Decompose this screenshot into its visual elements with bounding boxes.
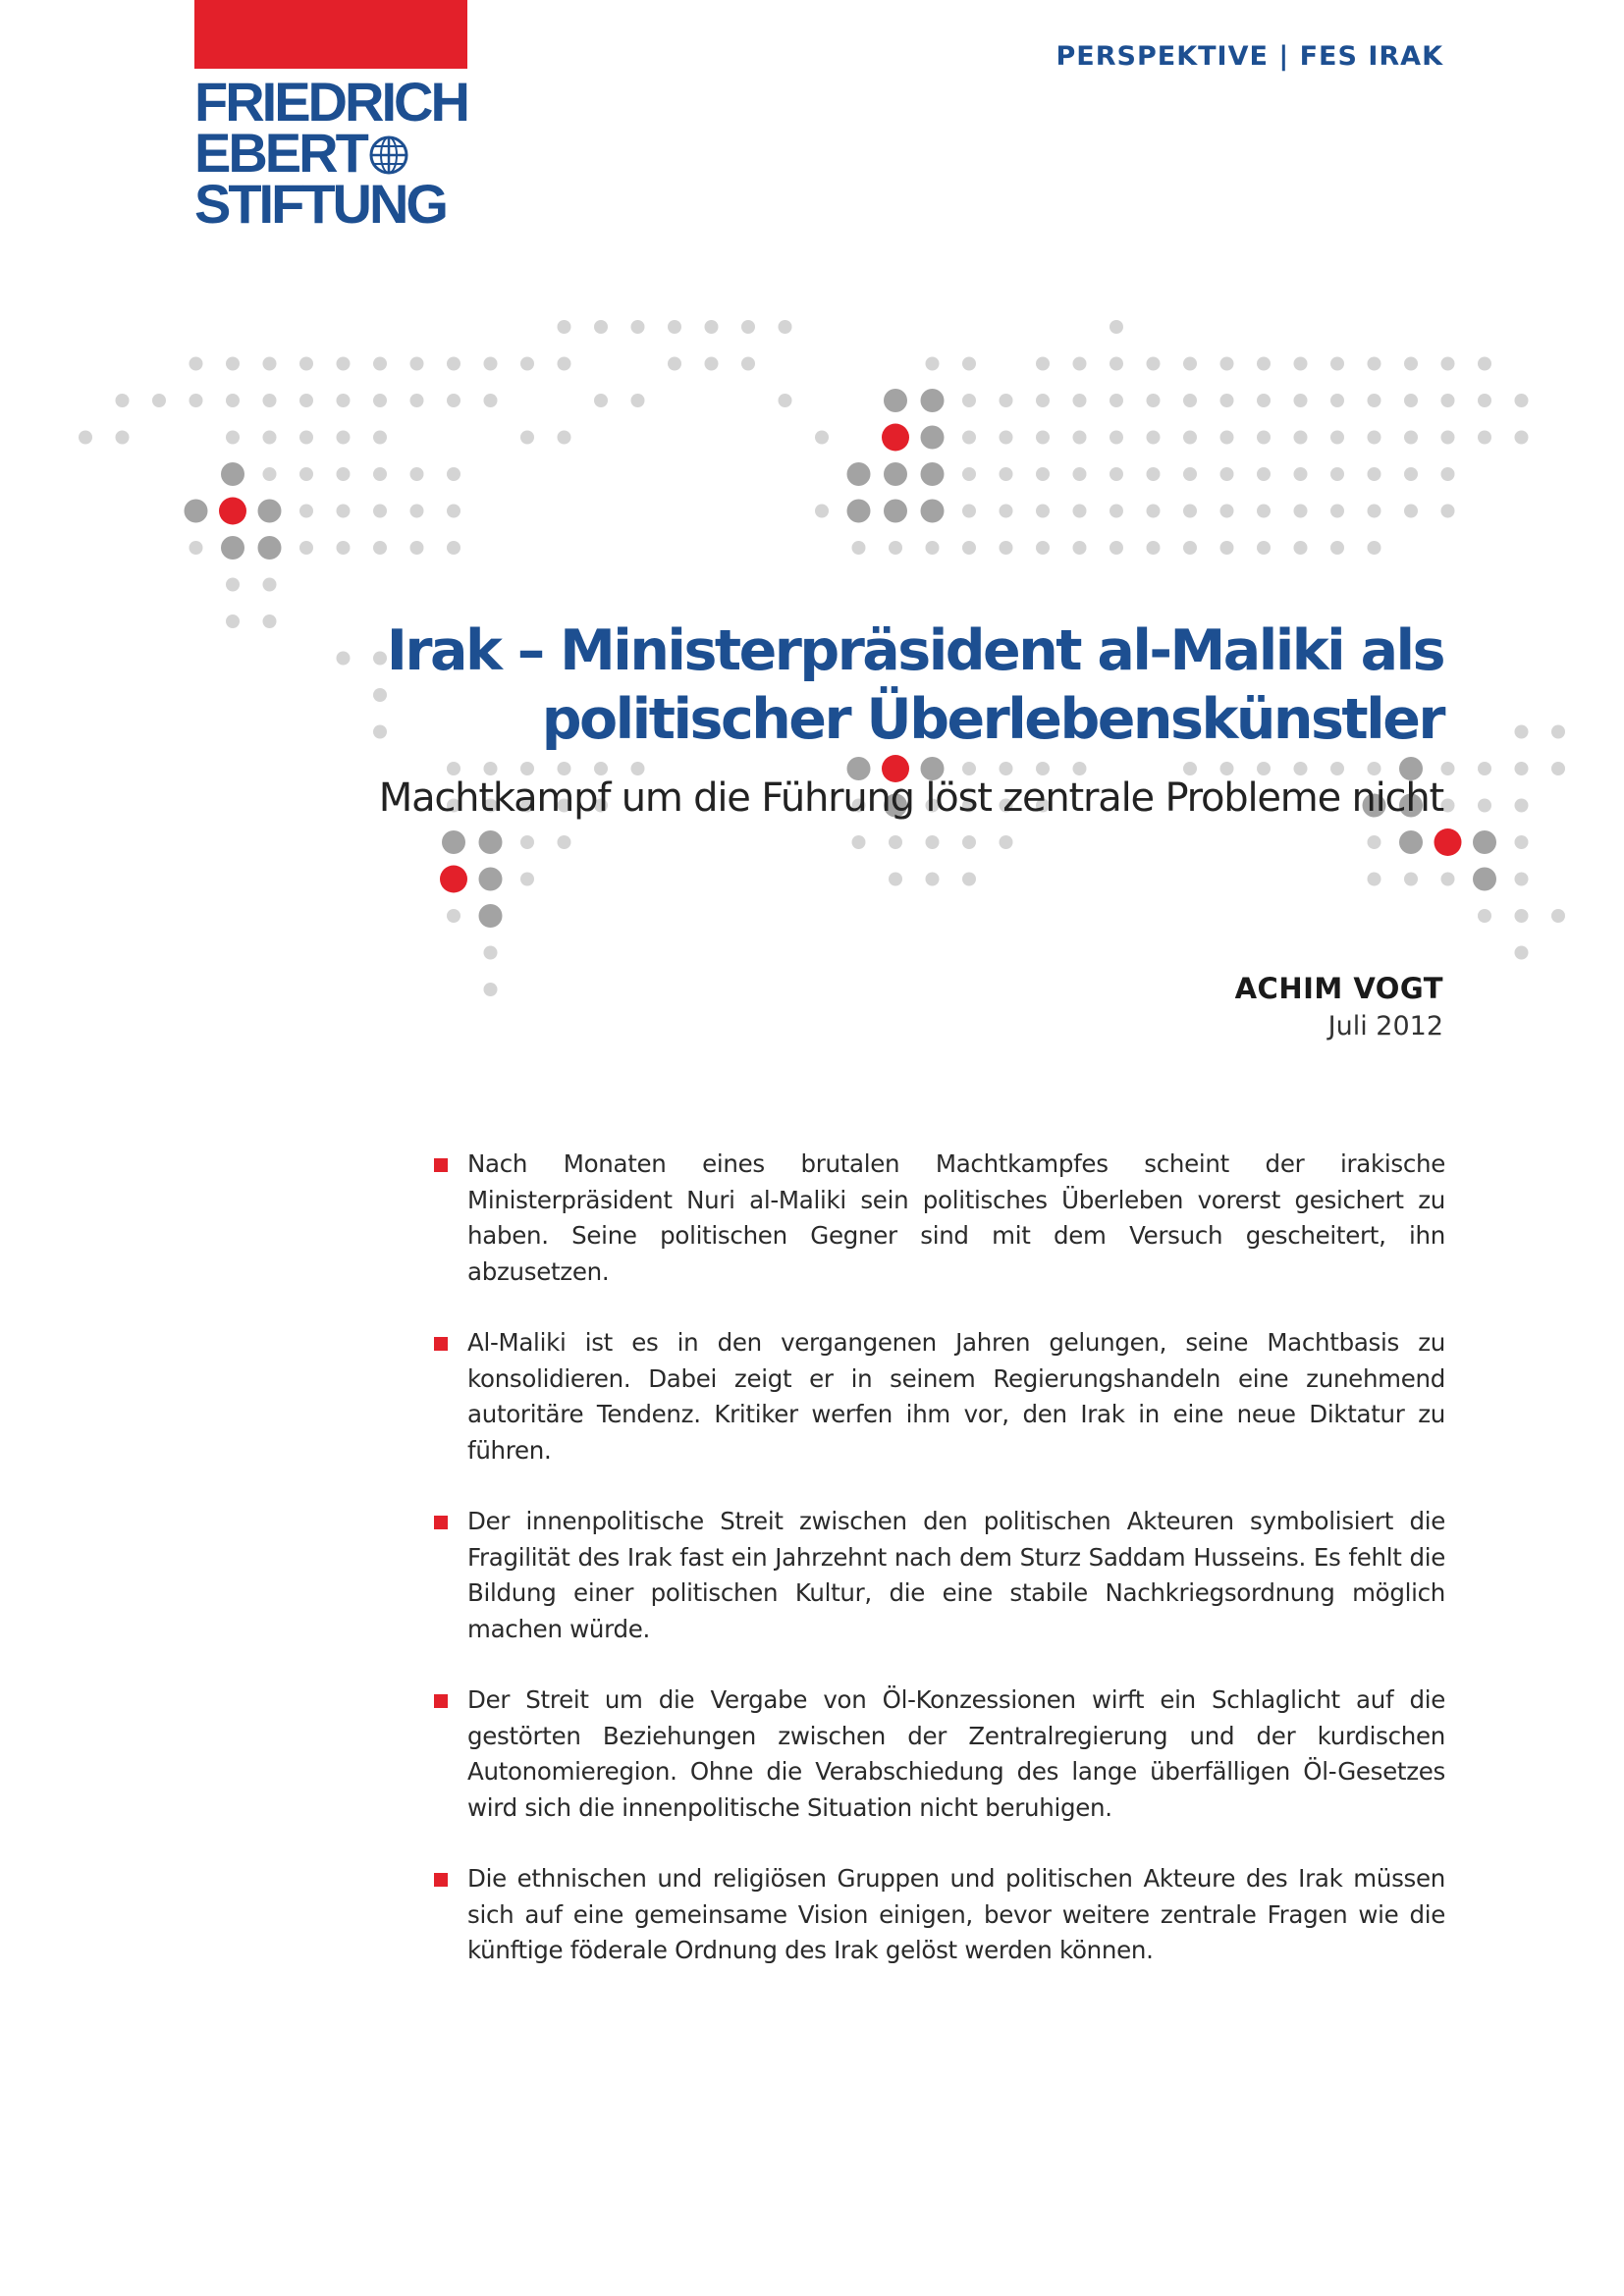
map-dot-highlight — [1435, 828, 1462, 856]
map-dot — [921, 389, 945, 412]
map-dot — [1110, 394, 1123, 407]
summary-list — [434, 1147, 1445, 2004]
map-dot — [1478, 394, 1491, 407]
map-dot — [1073, 394, 1087, 407]
map-dot — [299, 467, 313, 481]
map-dot — [1294, 467, 1308, 481]
map-dot — [1478, 357, 1491, 371]
bullet-square-icon — [434, 1158, 448, 1172]
map-dot — [226, 578, 240, 592]
map-dot — [1368, 541, 1381, 555]
map-dot — [1073, 431, 1087, 445]
map-dot — [594, 320, 608, 334]
map-dot — [962, 835, 976, 849]
map-dot — [558, 357, 571, 371]
map-dot — [1330, 541, 1344, 555]
map-dot — [1073, 541, 1087, 555]
map-dot — [926, 835, 940, 849]
map-dot — [1257, 431, 1271, 445]
map-dot — [1257, 505, 1271, 518]
author-name: ACHIM VOGT — [1234, 972, 1443, 1005]
map-dot — [852, 541, 866, 555]
map-dot — [926, 357, 940, 371]
map-dot — [1478, 909, 1491, 923]
map-dot — [447, 762, 460, 775]
map-dot — [299, 505, 313, 518]
map-dot — [962, 762, 976, 775]
map-dot — [1330, 467, 1344, 481]
map-dot — [1515, 799, 1529, 813]
map-dot — [410, 394, 424, 407]
map-dot — [558, 431, 571, 445]
summary-item — [434, 1861, 1445, 1969]
map-dot — [185, 500, 208, 523]
map-dot — [852, 835, 866, 849]
map-dot — [705, 357, 719, 371]
map-dot — [410, 541, 424, 555]
map-dot — [1000, 762, 1013, 775]
logo-red-bar — [194, 0, 467, 69]
map-dot — [1073, 505, 1087, 518]
map-dot — [1036, 431, 1050, 445]
map-dot — [741, 320, 755, 334]
map-dot — [484, 357, 498, 371]
map-dot — [1330, 394, 1344, 407]
map-dot — [1368, 762, 1381, 775]
map-dot — [779, 320, 792, 334]
map-dot — [594, 394, 608, 407]
map-dot — [1551, 909, 1565, 923]
page-subtitle: Machtkampf um die Führung löst zentrale Probleme nicht — [378, 775, 1443, 821]
map-dot — [1073, 467, 1087, 481]
map-dot — [1330, 762, 1344, 775]
summary-text: Nach Monaten eines brutalen Machtkampfes scheint der irakische Ministerpräsident Nuri al-Maliki sein politisches Überleben vorerst gesichert zu haben. Seine politischen Gegner sind mit dem Versuch gescheitert, ihn abzusetzen. — [467, 1149, 1445, 1286]
map-dot — [226, 357, 240, 371]
map-dot — [1073, 357, 1087, 371]
map-dot — [1036, 505, 1050, 518]
map-dot — [1147, 357, 1161, 371]
map-dot — [373, 541, 387, 555]
map-dot — [705, 320, 719, 334]
map-dot — [921, 462, 945, 486]
map-dot — [1294, 357, 1308, 371]
map-dot — [1515, 431, 1529, 445]
map-dot — [1147, 467, 1161, 481]
map-dot — [1183, 505, 1197, 518]
map-dot — [962, 467, 976, 481]
map-dot — [1294, 541, 1308, 555]
map-dot — [962, 357, 976, 371]
map-dot — [1368, 467, 1381, 481]
map-dot — [1515, 725, 1529, 739]
map-dot — [1183, 394, 1197, 407]
map-dot — [1073, 762, 1087, 775]
summary-item — [434, 1147, 1445, 1290]
map-dot — [410, 467, 424, 481]
map-dot — [594, 762, 608, 775]
map-dot — [1147, 394, 1161, 407]
map-dot — [1441, 873, 1455, 886]
map-dot — [1147, 505, 1161, 518]
map-dot — [263, 578, 277, 592]
map-dot — [116, 431, 130, 445]
map-dot — [815, 431, 829, 445]
map-dot — [1294, 762, 1308, 775]
map-dot — [1368, 835, 1381, 849]
map-dot-highlight — [219, 498, 246, 525]
map-dot — [1515, 873, 1529, 886]
bullet-square-icon — [434, 1337, 448, 1351]
map-dot — [1147, 431, 1161, 445]
map-dot — [479, 830, 503, 854]
map-dot — [1515, 946, 1529, 960]
summary-text: Der innenpolitische Streit zwischen den politischen Akteuren symbolisiert die Fragilität des Irak fast ein Jahrzehnt nach dem Sturz Saddam Husseins. Es fehlt die Bildung einer politischen Kultur, die eine stabile Nachkriegsordnung möglich machen würde. — [467, 1507, 1445, 1643]
map-dot — [221, 536, 244, 560]
map-dot — [221, 462, 244, 486]
map-dot — [1000, 835, 1013, 849]
map-dot — [1404, 505, 1418, 518]
map-dot — [1441, 505, 1455, 518]
map-dot — [152, 394, 166, 407]
map-dot — [189, 394, 203, 407]
map-dot — [558, 835, 571, 849]
map-dot — [1478, 762, 1491, 775]
map-dot — [741, 357, 755, 371]
map-dot — [337, 431, 351, 445]
page-title: Irak – Ministerpräsident al-Maliki als politischer Überlebenskünstler — [386, 618, 1443, 752]
map-dot — [520, 357, 534, 371]
map-dot — [1183, 762, 1197, 775]
map-dot — [1000, 394, 1013, 407]
map-dot — [373, 431, 387, 445]
map-dot — [520, 873, 534, 886]
map-dot — [226, 394, 240, 407]
map-dot — [631, 320, 645, 334]
map-dot — [520, 835, 534, 849]
map-dot — [1220, 505, 1234, 518]
map-dot — [263, 467, 277, 481]
map-dot — [189, 357, 203, 371]
map-dot — [1147, 541, 1161, 555]
map-dot — [889, 873, 902, 886]
map-dot — [962, 394, 976, 407]
map-dot — [779, 394, 792, 407]
map-dot — [447, 357, 460, 371]
map-dot — [1110, 320, 1123, 334]
map-dot — [1000, 505, 1013, 518]
logo-line-2: EBERT — [194, 128, 489, 179]
map-dot — [1183, 467, 1197, 481]
map-dot — [1000, 467, 1013, 481]
summary-item — [434, 1325, 1445, 1468]
map-dot — [116, 394, 130, 407]
map-dot — [337, 394, 351, 407]
map-dot — [1515, 835, 1529, 849]
map-dot — [631, 762, 645, 775]
map-dot — [1404, 357, 1418, 371]
logo-line-3: STIFTUNG — [194, 173, 446, 235]
map-dot — [668, 320, 681, 334]
map-dot — [484, 946, 498, 960]
map-dot — [1257, 541, 1271, 555]
map-dot — [1110, 357, 1123, 371]
map-dot — [1110, 431, 1123, 445]
map-dot — [1257, 467, 1271, 481]
map-dot — [1515, 909, 1529, 923]
map-dot — [1036, 762, 1050, 775]
map-dot — [1399, 830, 1423, 854]
map-dot — [484, 983, 498, 996]
map-dot — [447, 505, 460, 518]
map-dot — [337, 541, 351, 555]
map-dot — [1441, 762, 1455, 775]
map-dot — [1551, 762, 1565, 775]
summary-text: Die ethnischen und religiösen Gruppen und politischen Akteure des Irak müssen sich auf eine gemeinsame Vision einigen, bevor weitere zentrale Fragen wie die künftige föderale Ordnung des Irak gelöst werden können. — [467, 1864, 1445, 1964]
logo-line-1: FRIEDRICH — [194, 71, 467, 133]
map-dot — [447, 541, 460, 555]
map-dot — [1036, 541, 1050, 555]
map-dot — [1220, 357, 1234, 371]
map-dot — [373, 505, 387, 518]
map-dot — [889, 541, 902, 555]
series-label: PERSPEKTIVE | FES IRAK — [1056, 41, 1443, 72]
map-dot — [1404, 467, 1418, 481]
map-dot — [1368, 873, 1381, 886]
map-dot — [337, 357, 351, 371]
map-dot — [1515, 762, 1529, 775]
map-dot — [410, 357, 424, 371]
map-dot — [373, 357, 387, 371]
bullet-square-icon — [434, 1694, 448, 1708]
map-dot — [921, 500, 945, 523]
fes-logo — [194, 71, 489, 235]
map-dot — [962, 873, 976, 886]
map-dot — [1220, 467, 1234, 481]
summary-text: Al-Maliki ist es in den vergangenen Jahren gelungen, seine Machtbasis zu konsolidieren. Dabei zeigt er in seinem Regierungshandeln eine zunehmend autoritäre Tendenz. Kritiker werfen ihm vor, den Irak in eine neue Diktatur zu führen. — [467, 1328, 1445, 1465]
map-dot — [884, 462, 907, 486]
summary-item — [434, 1504, 1445, 1647]
map-dot — [1000, 431, 1013, 445]
map-dot — [847, 500, 871, 523]
map-dot — [1036, 467, 1050, 481]
map-dot — [1478, 431, 1491, 445]
map-dot — [1404, 394, 1418, 407]
map-dot — [520, 762, 534, 775]
globe-icon — [368, 134, 409, 176]
map-dot — [889, 835, 902, 849]
map-dot — [479, 868, 503, 891]
map-dot — [558, 762, 571, 775]
map-dot — [226, 431, 240, 445]
map-dot — [1441, 394, 1455, 407]
map-dot — [1330, 431, 1344, 445]
map-dot-highlight — [882, 424, 909, 452]
map-dot — [299, 431, 313, 445]
map-dot — [815, 505, 829, 518]
map-dot — [1368, 357, 1381, 371]
map-dot — [1551, 725, 1565, 739]
map-dot — [1404, 873, 1418, 886]
map-dot — [884, 500, 907, 523]
map-dot — [520, 431, 534, 445]
map-dot — [962, 431, 976, 445]
map-dot — [1294, 505, 1308, 518]
map-dot — [1257, 357, 1271, 371]
map-dot — [884, 389, 907, 412]
map-dot — [1000, 541, 1013, 555]
map-dot — [299, 541, 313, 555]
map-dot — [1036, 394, 1050, 407]
publication-date: Juli 2012 — [1327, 1011, 1443, 1041]
map-dot — [1294, 394, 1308, 407]
map-dot — [1473, 868, 1496, 891]
map-dot — [337, 505, 351, 518]
map-dot — [1110, 505, 1123, 518]
map-dot — [921, 426, 945, 450]
map-dot — [447, 909, 460, 923]
map-dot — [1441, 431, 1455, 445]
map-dot — [1330, 505, 1344, 518]
map-dot — [631, 394, 645, 407]
map-dot — [1330, 357, 1344, 371]
map-dot — [1220, 394, 1234, 407]
map-dot — [447, 394, 460, 407]
map-dot — [1220, 541, 1234, 555]
map-dot — [373, 394, 387, 407]
map-dot — [1183, 357, 1197, 371]
map-dot — [1220, 762, 1234, 775]
map-dot — [484, 762, 498, 775]
map-dot — [1036, 357, 1050, 371]
bullet-square-icon — [434, 1516, 448, 1529]
map-dot — [263, 357, 277, 371]
map-dot — [442, 830, 465, 854]
map-dot-highlight — [440, 866, 467, 893]
bullet-square-icon — [434, 1873, 448, 1887]
map-dot — [373, 467, 387, 481]
map-dot — [299, 357, 313, 371]
map-dot — [410, 505, 424, 518]
map-dot — [189, 541, 203, 555]
map-dot — [1404, 431, 1418, 445]
map-dot — [1478, 799, 1491, 813]
map-dot — [668, 357, 681, 371]
map-dot — [337, 467, 351, 481]
map-dot — [1220, 431, 1234, 445]
map-dot — [1110, 541, 1123, 555]
map-dot — [447, 467, 460, 481]
map-dot — [1257, 762, 1271, 775]
map-dot — [258, 500, 282, 523]
map-dot — [1368, 431, 1381, 445]
map-dot — [263, 431, 277, 445]
summary-item — [434, 1682, 1445, 1826]
map-dot — [926, 541, 940, 555]
map-dot — [962, 505, 976, 518]
map-dot — [1515, 394, 1529, 407]
map-dot — [299, 394, 313, 407]
map-dot — [962, 541, 976, 555]
map-dot — [79, 431, 92, 445]
map-dot — [926, 873, 940, 886]
map-dot — [263, 394, 277, 407]
map-dot — [1183, 541, 1197, 555]
summary-text: Der Streit um die Vergabe von Öl-Konzessionen wirft ein Schlaglicht auf die gestörten Beziehungen zwischen der Zentralregierung und der kurdischen Autonomieregion. Ohne die Verabschiedung des lange überfälligen Öl-Gesetzes wird sich die innenpolitische Situation nicht beruhigen. — [467, 1685, 1445, 1822]
map-dot — [1294, 431, 1308, 445]
map-dot — [1441, 357, 1455, 371]
map-dot — [847, 462, 871, 486]
map-dot — [258, 536, 282, 560]
map-dot — [1183, 431, 1197, 445]
map-dot — [558, 320, 571, 334]
map-dot — [1368, 394, 1381, 407]
map-dot — [1441, 467, 1455, 481]
map-dot — [479, 904, 503, 928]
map-dot — [1473, 830, 1496, 854]
map-dot — [1110, 467, 1123, 481]
map-dot — [484, 394, 498, 407]
map-dot — [1368, 505, 1381, 518]
map-dot — [1257, 394, 1271, 407]
